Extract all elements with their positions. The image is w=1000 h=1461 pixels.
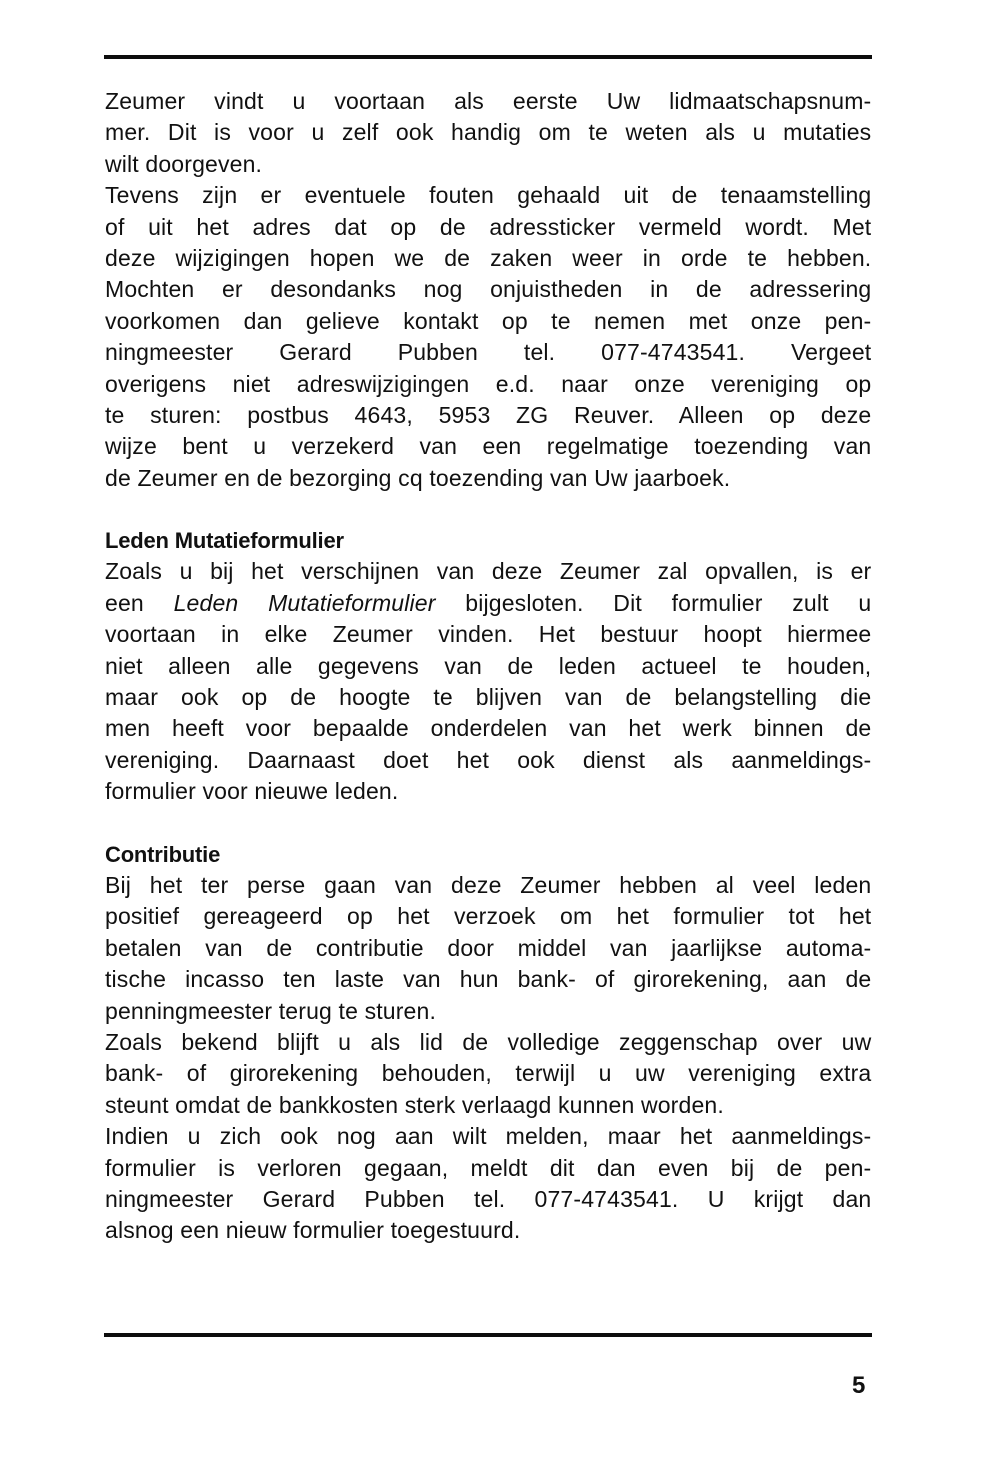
- paragraph-line: steunt omdat de bankkosten sterk verlaagd kunnen worden.: [105, 1091, 724, 1118]
- paragraph-line: Zeumer vindt u voortaan als eerste Uw lidmaatschapsnum-: [105, 88, 872, 114]
- top-rule: [104, 55, 872, 59]
- paragraph-line: te sturen: postbus 4643, 5953 ZG Reuver. Alleen op deze: [105, 401, 872, 428]
- section-contributie: [105, 839, 871, 1247]
- paragraph-line: penningmeester terug te sturen.: [105, 997, 437, 1024]
- paragraph-line: Mochten er desondanks nog onjuistheden in de adressering: [105, 276, 872, 303]
- section-heading: Contributie: [105, 841, 221, 867]
- paragraph-line: formulier voor nieuwe leden.: [105, 778, 399, 805]
- paragraph-line: de Zeumer en de bezorging cq toezending van Uw jaarboek.: [105, 464, 731, 491]
- paragraph-line: men heeft voor bepaalde onderdelen van het werk binnen de: [105, 715, 872, 742]
- paragraph-line: voortaan in elke Zeumer vinden. Het bestuur hoopt hiermee: [105, 621, 872, 648]
- bottom-rule: [104, 1333, 872, 1337]
- paragraph-line: formulier is verloren gegaan, meldt dit dan even bij de pen-: [105, 1154, 872, 1181]
- paragraph-line: overigens niet adreswijzigingen e.d. naar onze vereniging op: [105, 370, 872, 397]
- page-body: [105, 86, 871, 1247]
- paragraph-line: maar ook op de hoogte te blijven van de belangstelling die: [105, 684, 872, 711]
- section-intro: [105, 86, 871, 494]
- paragraph-line: Zoals bekend blijft u als lid de volledige zeggenschap over uw: [105, 1028, 872, 1055]
- paragraph-line: alsnog een nieuw formulier toegestuurd.: [105, 1217, 521, 1244]
- paragraph-line: ningmeester Gerard Pubben tel. 077-4743541. U krijgt dan: [105, 1185, 872, 1212]
- paragraph-line: mer. Dit is voor u zelf ook handig om te weten als u mutaties: [105, 119, 872, 146]
- paragraph-line: ningmeester Gerard Pubben tel. 077-4743541. Vergeet: [105, 339, 872, 366]
- text-run: een: [105, 589, 174, 616]
- italic-form-title: Leden Mutatieformulier: [173, 589, 436, 616]
- paragraph-line: deze wijzigingen hopen we de zaken weer in orde te hebben.: [105, 244, 872, 271]
- section-spacer: [105, 494, 871, 525]
- paragraph-line: [105, 588, 871, 619]
- section-leden-mutatieformulier: [105, 525, 871, 808]
- paragraph-line: niet alleen alle gegevens van de leden actueel te houden,: [105, 652, 872, 679]
- paragraph-line: bank- of girorekening behouden, terwijl u uw vereniging extra: [105, 1060, 872, 1087]
- paragraph-line: Zoals u bij het verschijnen van deze Zeumer zal opvallen, is er: [105, 558, 872, 585]
- paragraph-line: Indien u zich ook nog aan wilt melden, maar het aanmeldings-: [105, 1123, 872, 1150]
- paragraph-line: voorkomen dan gelieve kontakt op te nemen met onze pen-: [105, 307, 872, 334]
- paragraph-line: wijze bent u verzekerd van een regelmatige toezending van: [105, 433, 872, 460]
- paragraph-line: positief gereageerd op het verzoek om het formulier tot het: [105, 903, 872, 930]
- paragraph-line: wilt doorgeven.: [105, 150, 263, 177]
- section-heading: Leden Mutatieformulier: [105, 528, 344, 554]
- paragraph-line: of uit het adres dat op de adressticker vermeld wordt. Met: [105, 213, 872, 240]
- page-number: 5: [852, 1372, 866, 1399]
- paragraph-line: betalen van de contributie door middel van jaarlijkse automa-: [105, 934, 872, 961]
- paragraph-line: tische incasso ten laste van hun bank- of girorekening, aan de: [105, 966, 872, 993]
- paragraph-line: Tevens zijn er eventuele fouten gehaald uit de tenaamstelling: [105, 182, 872, 209]
- paragraph-line: vereniging. Daarnaast doet het ook dienst als aanmeldings-: [105, 746, 872, 773]
- section-spacer: [105, 808, 871, 839]
- text-run: bijgesloten. Dit formulier zult u: [435, 589, 872, 616]
- paragraph-line: Bij het ter perse gaan van deze Zeumer hebben al veel leden: [105, 871, 872, 898]
